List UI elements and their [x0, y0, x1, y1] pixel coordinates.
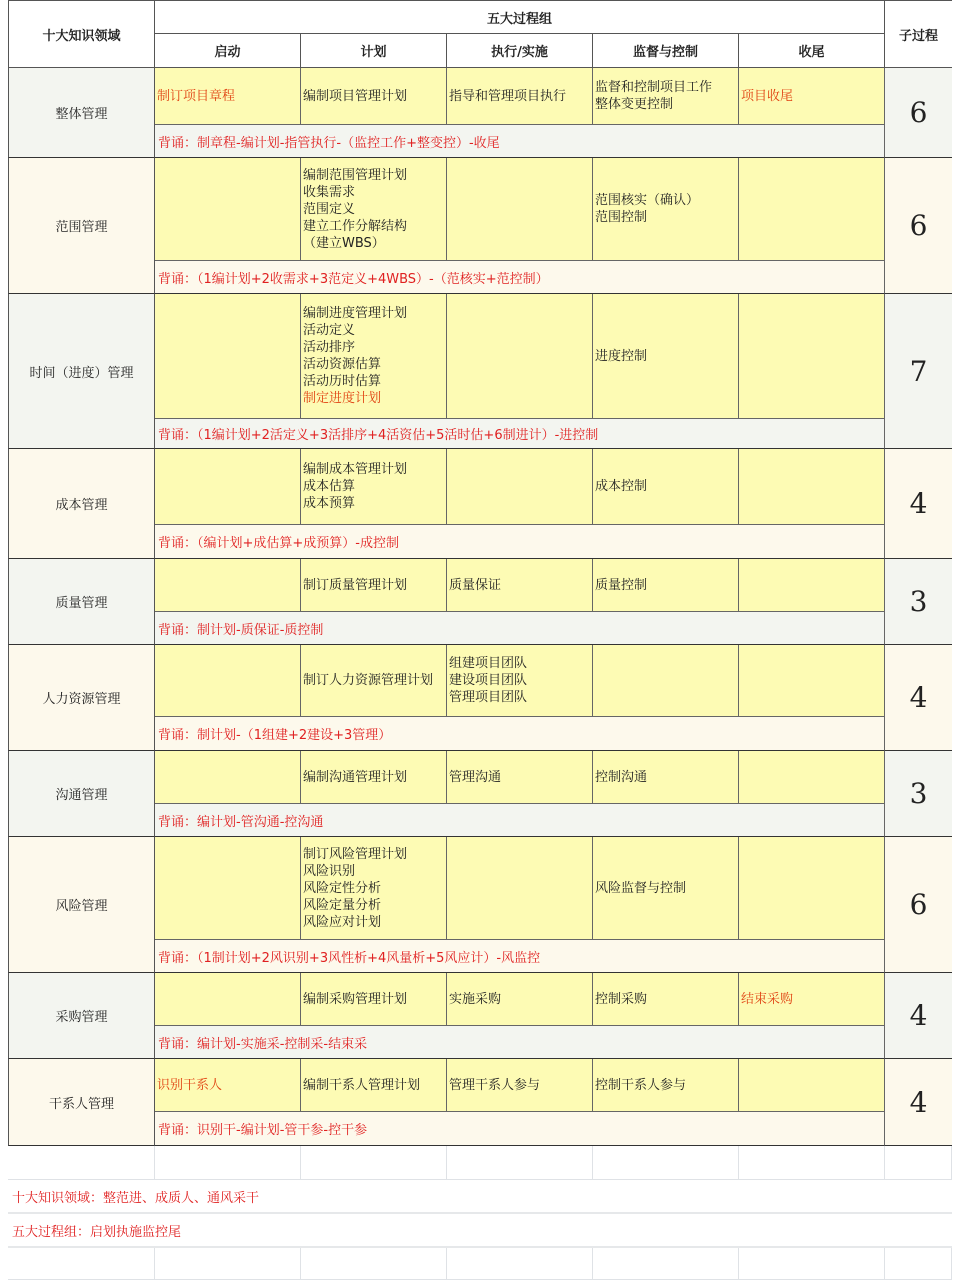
- process-cell: [593, 645, 739, 717]
- process-item: 控制采购: [595, 991, 648, 1007]
- process-cell: [155, 751, 301, 804]
- process-item: 管理干系人参与: [449, 1077, 541, 1093]
- subprocess-count: [885, 973, 952, 1059]
- process-item: 监督和控制项目工作: [595, 80, 713, 95]
- header-process-groups: [155, 0, 885, 34]
- mnemonic-row: [155, 612, 885, 645]
- empty-grid-cell[interactable]: [8, 1146, 155, 1180]
- knowledge-area-cell: [8, 559, 155, 645]
- knowledge-area-label: 范围管理: [55, 220, 108, 235]
- mnemonic-row: [155, 125, 885, 158]
- empty-grid-cell[interactable]: [739, 1248, 885, 1280]
- process-cell: [739, 68, 885, 125]
- process-cell: [447, 449, 593, 525]
- mnemonic-text: 背诵：制计划-（1组建+2建设+3管理）: [158, 728, 392, 743]
- process-item: 制订质量管理计划: [303, 577, 408, 593]
- process-cell: [301, 973, 447, 1026]
- process-cell: [593, 973, 739, 1026]
- process-item: 范围核实（确认）: [595, 193, 700, 208]
- process-cell: [301, 158, 447, 261]
- empty-grid-cell[interactable]: [155, 1146, 301, 1180]
- process-cell: [447, 837, 593, 940]
- process-item: 制订人力资源管理计划: [303, 673, 434, 688]
- mnemonic-row: [155, 419, 885, 449]
- empty-grid-cell[interactable]: [447, 1146, 593, 1180]
- process-cell: [155, 294, 301, 419]
- mnemonic-row: [155, 717, 885, 751]
- knowledge-area-cell: [8, 294, 155, 449]
- note-text: 五大过程组：启划执施监控尾: [12, 1224, 182, 1240]
- process-item: 活动历时估算: [303, 374, 382, 389]
- process-cell: [301, 1059, 447, 1112]
- process-cell: [447, 559, 593, 612]
- knowledge-area-label: 整体管理: [55, 107, 108, 122]
- mnemonic-row: [155, 1026, 885, 1059]
- process-item: 制订项目章程: [157, 88, 236, 104]
- process-cell: [739, 973, 885, 1026]
- process-cell: [739, 294, 885, 419]
- process-item: 活动排序: [303, 340, 356, 355]
- header-knowledge-area: [8, 0, 155, 68]
- process-item: 质量保证: [449, 577, 502, 593]
- process-cell: [593, 559, 739, 612]
- knowledge-area-label: 沟通管理: [55, 788, 108, 803]
- header-subprocess-count-label: 子过程: [898, 28, 938, 44]
- process-item: 控制沟通: [595, 769, 648, 785]
- process-item: 指导和管理项目执行: [449, 88, 567, 104]
- subprocess-count: [885, 751, 952, 837]
- process-item: （建立WBS）: [303, 235, 385, 251]
- process-cell: [739, 158, 885, 261]
- note-knowledge-areas: [8, 1180, 952, 1214]
- process-cell: [301, 68, 447, 125]
- process-cell: [447, 294, 593, 419]
- process-item: 编制进度管理计划: [303, 306, 408, 321]
- process-cell: [739, 751, 885, 804]
- mnemonic-text: 背诵：（1制计划+2风识别+3风性析+4风量析+5风应计）-风监控: [158, 950, 541, 966]
- knowledge-area-label: 质量管理: [55, 596, 108, 611]
- process-item: 控制干系人参与: [595, 1077, 687, 1093]
- process-item: 风险应对计划: [303, 914, 382, 930]
- mnemonic-text: 背诵：编计划-实施采-控制采-结束采: [158, 1036, 368, 1052]
- subprocess-count: [885, 449, 952, 559]
- header-process-groups-label: 五大过程组: [486, 11, 552, 27]
- process-cell: [447, 158, 593, 261]
- process-item: 风险识别: [303, 863, 356, 879]
- empty-grid-cell[interactable]: [8, 1248, 155, 1280]
- mnemonic-row: [155, 804, 885, 837]
- header-monitoring: [593, 34, 739, 68]
- subprocess-count-value: 3: [909, 585, 928, 618]
- process-cell: [739, 449, 885, 525]
- process-cell: [155, 158, 301, 261]
- process-item: 制订风险管理计划: [303, 846, 408, 862]
- process-item: 整体变更控制: [595, 97, 674, 112]
- knowledge-area-label: 成本管理: [55, 498, 108, 513]
- mnemonic-text: 背诵：（1编计划+2收需求+3范定义+4WBS）-（范核实+范控制）: [158, 271, 549, 287]
- subprocess-count-value: 4: [909, 487, 928, 520]
- process-cell: [593, 751, 739, 804]
- mnemonic-text: 背诵：（编计划+成估算+成预算）-成控制: [158, 536, 399, 551]
- knowledge-area-cell: [8, 1059, 155, 1146]
- mnemonic-text: 背诵：制章程-编计划-指管执行-（监控工作+整变控）-收尾: [158, 135, 500, 151]
- process-cell: [155, 1059, 301, 1112]
- process-cell: [301, 645, 447, 717]
- knowledge-area-cell: [8, 158, 155, 294]
- process-cell: [739, 1059, 885, 1112]
- header-knowledge-area-label: 十大知识领域: [42, 28, 121, 44]
- subprocess-count-value: 4: [909, 681, 928, 714]
- subprocess-count-value: 7: [909, 354, 928, 388]
- process-cell: [301, 294, 447, 419]
- process-cell: [447, 973, 593, 1026]
- process-item: 成本控制: [595, 479, 648, 494]
- process-cell: [447, 645, 593, 717]
- mnemonic-row: [155, 261, 885, 294]
- subprocess-count-value: 6: [909, 96, 928, 129]
- process-item: 实施采购: [449, 991, 502, 1007]
- knowledge-area-cell: [8, 973, 155, 1059]
- subprocess-count-value: 3: [909, 777, 928, 810]
- process-item: 成本估算: [303, 479, 356, 494]
- knowledge-area-cell: [8, 751, 155, 837]
- process-item: 范围定义: [303, 201, 356, 217]
- process-item: 成本预算: [303, 496, 356, 511]
- empty-grid-cell[interactable]: [155, 1248, 301, 1280]
- process-item: 编制沟通管理计划: [303, 769, 408, 785]
- mnemonic-row: [155, 1112, 885, 1146]
- process-cell: [301, 449, 447, 525]
- knowledge-area-label: 时间（进度）管理: [29, 365, 134, 381]
- mnemonic-text: 背诵：（1编计划+2活定义+3活排序+4活资估+5活时估+6制进计）-进控制: [158, 428, 599, 443]
- process-item: 活动定义: [303, 323, 356, 338]
- empty-grid-cell[interactable]: [301, 1146, 447, 1180]
- process-item: 活动资源估算: [303, 357, 382, 372]
- knowledge-area-label: 采购管理: [55, 1010, 108, 1025]
- subprocess-count: [885, 559, 952, 645]
- process-item: 范围控制: [595, 210, 648, 225]
- header-initiating: [155, 34, 301, 68]
- process-cell: [739, 559, 885, 612]
- header-subprocess-count: [885, 0, 952, 68]
- subprocess-count-value: 6: [909, 888, 928, 921]
- subprocess-count: [885, 294, 952, 449]
- process-cell: [155, 449, 301, 525]
- mnemonic-text: 背诵：编计划-管沟通-控沟通: [158, 814, 324, 830]
- process-cell: [301, 559, 447, 612]
- process-cell: [447, 1059, 593, 1112]
- mnemonic-row: [155, 525, 885, 559]
- process-cell: [155, 559, 301, 612]
- process-cell: [155, 973, 301, 1026]
- process-cell: [739, 837, 885, 940]
- note-process-groups: [8, 1214, 952, 1248]
- header-executing: [447, 34, 593, 68]
- process-item: 结束采购: [741, 991, 794, 1007]
- process-cell: [593, 68, 739, 125]
- empty-grid-cell[interactable]: [593, 1146, 739, 1180]
- knowledge-area-cell: [8, 837, 155, 973]
- process-cell: [301, 751, 447, 804]
- process-item: 管理沟通: [449, 769, 502, 785]
- process-item: 建设项目团队: [449, 673, 528, 688]
- process-cell: [593, 449, 739, 525]
- empty-grid-cell[interactable]: [301, 1248, 447, 1280]
- subprocess-count-value: 4: [909, 999, 928, 1032]
- header-closing: [739, 34, 885, 68]
- process-item: 进度控制: [595, 348, 648, 364]
- process-item: 编制成本管理计划: [303, 462, 408, 477]
- knowledge-area-cell: [8, 68, 155, 158]
- process-cell: [155, 68, 301, 125]
- process-item: 质量控制: [595, 577, 648, 593]
- header-group-label: 执行/实施: [491, 45, 548, 60]
- note-text: 十大知识领域：整范进、成质人、通风采干: [12, 1190, 260, 1206]
- process-item: 组建项目团队: [449, 656, 528, 671]
- process-item: 项目收尾: [741, 88, 794, 104]
- subprocess-count: [885, 837, 952, 973]
- process-cell: [593, 294, 739, 419]
- process-item: 识别干系人: [157, 1077, 223, 1093]
- process-item: 风险定性分析: [303, 880, 382, 896]
- process-item: 编制干系人管理计划: [303, 1077, 421, 1093]
- process-item: 风险定量分析: [303, 897, 382, 913]
- subprocess-count: [885, 158, 952, 294]
- header-group-label: 收尾: [798, 45, 825, 60]
- process-cell: [739, 645, 885, 717]
- process-item: 建立工作分解结构: [303, 218, 408, 234]
- process-cell: [593, 158, 739, 261]
- knowledge-area-label: 干系人管理: [48, 1096, 114, 1112]
- mnemonic-row: [155, 940, 885, 973]
- header-group-label: 启动: [214, 45, 241, 60]
- header-group-label: 监督与控制: [632, 45, 698, 60]
- header-group-label: 计划: [360, 45, 387, 60]
- knowledge-area-cell: [8, 449, 155, 559]
- process-item: 风险监督与控制: [595, 880, 687, 896]
- process-item: 制定进度计划: [303, 391, 382, 406]
- process-cell: [447, 68, 593, 125]
- mnemonic-text: 背诵：制计划-质保证-质控制: [158, 622, 324, 638]
- process-item: 收集需求: [303, 184, 356, 200]
- empty-grid-cell[interactable]: [593, 1248, 739, 1280]
- empty-grid-cell[interactable]: [885, 1248, 952, 1280]
- process-cell: [155, 837, 301, 940]
- process-item: 管理项目团队: [449, 690, 528, 705]
- empty-grid-cell[interactable]: [885, 1146, 952, 1180]
- knowledge-area-label: 人力资源管理: [42, 692, 121, 707]
- mnemonic-text: 背诵：识别干-编计划-管干参-控干参: [158, 1123, 368, 1138]
- subprocess-count: [885, 645, 952, 751]
- knowledge-area-cell: [8, 645, 155, 751]
- process-cell: [593, 837, 739, 940]
- process-cell: [593, 1059, 739, 1112]
- process-cell: [301, 837, 447, 940]
- process-item: 编制项目管理计划: [303, 88, 408, 104]
- header-planning: [301, 34, 447, 68]
- empty-grid-cell[interactable]: [739, 1146, 885, 1180]
- subprocess-count: [885, 68, 952, 158]
- subprocess-count-value: 4: [909, 1085, 928, 1119]
- empty-grid-cell[interactable]: [447, 1248, 593, 1280]
- process-cell: [155, 645, 301, 717]
- process-cell: [447, 751, 593, 804]
- process-item: 编制采购管理计划: [303, 991, 408, 1007]
- subprocess-count: [885, 1059, 952, 1146]
- process-item: 编制范围管理计划: [303, 167, 408, 183]
- knowledge-area-label: 风险管理: [55, 899, 108, 914]
- subprocess-count-value: 6: [909, 209, 928, 242]
